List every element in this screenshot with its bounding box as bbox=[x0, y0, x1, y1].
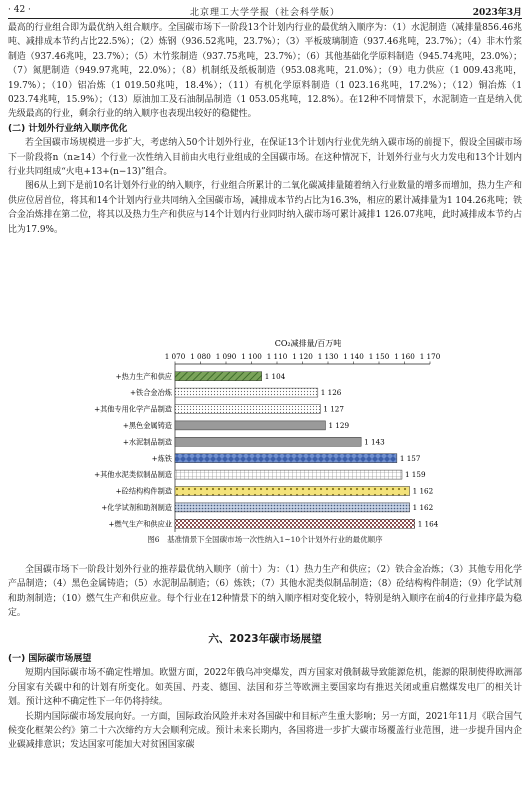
category-label: +化学试剂和助剂制造 bbox=[101, 503, 172, 512]
subsection-title-international: (一) 国际碳市场展望 bbox=[8, 654, 92, 664]
data-label: 1 159 bbox=[404, 470, 426, 480]
paragraph-short-term: 短期内国际碳市场不确定性增加。欧盟方面，2022年俄乌冲突爆发，西方国家对俄制裁导致能源危机，能源的限制使得欧洲部分国家有关碳中和的计划有所变化。如英国、丹麦、德国、法国和芬兰等欧洲主要国家均有推迟关闭或重启燃煤发电厂的相关计划。预计这种不确定性下一年仍将持续。 bbox=[8, 668, 522, 708]
page-number: · 42 · bbox=[8, 5, 31, 15]
category-label: +其他水泥类似制品制造 bbox=[94, 470, 172, 480]
x-tick-label: 1 110 bbox=[266, 352, 288, 361]
bar bbox=[175, 405, 320, 414]
data-label: 1 104 bbox=[264, 371, 286, 381]
category-label: +炼铁 bbox=[151, 453, 172, 463]
category-label: +水泥制品制造 bbox=[122, 437, 172, 447]
x-tick-label: 1 070 bbox=[164, 352, 186, 361]
x-tick-label: 1 120 bbox=[292, 352, 313, 361]
text-block-outlook bbox=[8, 652, 522, 753]
category-label: +燃气生产和供应业 bbox=[108, 519, 172, 529]
bar bbox=[175, 487, 410, 496]
data-label: 1 143 bbox=[364, 437, 385, 447]
x-tick-label: 1 090 bbox=[215, 352, 237, 361]
category-label: +热力生产和供应 bbox=[115, 371, 172, 381]
subsection-title-outside-plan: (二) 计划外行业纳入顺序优化 bbox=[8, 123, 128, 134]
x-tick-label: 1 150 bbox=[368, 352, 390, 361]
paragraph-recommended-order: 全国碳市场下一阶段计划外行业的推荐最优纳入顺序（前十）为：（1）热力生产和供应；（2）铁合金冶炼；（3）其他专用化学产品制造；（4）黑色金属铸造；（5）水泥制品制造；（6）炼铁；（7）其他水泥类似制品制造；（8）砼结构构件制造；（9）化学试剂和助剂制造；（10）燃气生产和供应业。每个行业在12种情景下的纳入顺序相对变化较小，特别是纳入顺序在前4的行业排序最为稳定。 bbox=[8, 565, 522, 619]
figure-caption: 图6 基准情景下全国碳市场一次性纳入1~10个计划外行业的最优顺序 bbox=[147, 535, 383, 544]
data-label: 1 126 bbox=[320, 388, 342, 398]
journal-title: 北京理工大学学报（社会科学版） bbox=[189, 8, 340, 18]
bar bbox=[175, 437, 361, 446]
data-label: 1 157 bbox=[399, 453, 421, 463]
bar bbox=[175, 470, 402, 479]
x-tick-label: 1 170 bbox=[419, 352, 441, 361]
data-label: 1 127 bbox=[323, 404, 344, 414]
issue-date: 2023年3月 bbox=[472, 8, 522, 18]
chart-title: CO₂减排量/百万吨 bbox=[274, 339, 342, 348]
x-tick-label: 1 160 bbox=[394, 352, 415, 361]
data-label: 1 162 bbox=[412, 486, 434, 496]
category-label: +砼结构构件制造 bbox=[115, 486, 172, 496]
text-block-bottom bbox=[8, 563, 522, 621]
data-label: 1 129 bbox=[328, 421, 350, 430]
bar bbox=[175, 388, 318, 397]
data-label: 1 164 bbox=[417, 519, 439, 529]
bar bbox=[175, 372, 262, 381]
x-tick-label: 1 100 bbox=[241, 352, 262, 361]
x-tick-label: 1 130 bbox=[317, 352, 339, 361]
x-tick-label: 1 080 bbox=[190, 352, 211, 361]
bar bbox=[175, 421, 325, 430]
bar bbox=[175, 454, 397, 463]
category-label: +其他专用化学产品制造 bbox=[94, 404, 172, 414]
data-label: 1 162 bbox=[412, 503, 434, 512]
category-label: +铁合金冶炼 bbox=[130, 388, 172, 398]
bar bbox=[175, 519, 415, 528]
paragraph-long-term: 长期内国际碳市场发展向好。一方面，国际政治风险并未对各国碳中和目标产生重大影响；另一方面，2021年11月《联合国气候变化框架公约》第二十六次缔约方大会顺利完成。预计未来长期内，各国将进一步扩大碳市场覆盖行业范围，进一步提升国内企业碳减排意识；发达国家可能加大对贫困国家碳 bbox=[8, 711, 522, 751]
category-label: +黑色金属铸造 bbox=[122, 421, 172, 430]
x-tick-label: 1 140 bbox=[343, 352, 364, 361]
paragraph-expansion: 若全国碳市场规模进一步扩大，考虑纳入50个计划外行业，在保证13个计划内行业优先纳入碳市场的前提下，假设全国碳市场下一阶段将n（n≥14）个行业一次性纳入目前由火电行业组成的全国碳市场。在这种情况下，计划外行业与火力发电和13个计划内行业共同组成“火电+13+(n−13)”组合。 bbox=[8, 138, 522, 178]
paragraph-optimal-order: 最高的行业组合即为最优纳入组合顺序。全国碳市场下一阶段13个计划内行业的最优纳入顺序为：（1）水泥制造（减排量856.46兆吨、减排成本节约占比22.5%）；（2）炼钢（936.52兆吨，23.7%）；（3）平板玻璃制造（937.46兆吨，23.7%）；（4）非木竹浆制造（937.46兆吨，23.7%）；（5）木竹浆制造（937.75兆吨，23.7%）；（6）其他基础化学原料制造（945.74兆吨，23.0%）；（7）氮肥制造（949.97兆吨，22.0%）；（8）机制纸及纸板制造（953.08兆吨，21.0%）；（9）电力供应（1 009.43兆吨，19.7%）；（10）铝冶炼（1 019.50兆吨，18.4%）；（11）有机化学原料制造（1 023.16兆吨，17.2%）；（12）铜冶炼（1 023.74兆吨，15.9%）；（13）原油加工及石油制品制造（1 053.05兆吨，12.8%）。在12种不同情景下，水泥制造一直是纳入优先级最高的行业，剩余行业的纳入顺序也表现出较好的稳健性。 bbox=[8, 23, 522, 120]
section-title-outlook: 六、2023年碳市场展望 bbox=[208, 633, 322, 645]
paragraph-figure-discussion: 图6从上到下是前10名计划外行业的纳入顺序，行业组合所累计的二氧化碳减排量随着纳入行业数量的增多而增加，热力生产和供应位居首位，将其和14个计划内行业共同纳入全国碳市场，减排成本节约占比为16.3%，相应的累计减排量为1 104.26兆吨；铁合金冶炼排在第二位，将其以及热力生产和供应与14个计划内行业同时纳入碳市场可累计减排1 126.07兆吨，此时减排成本节约占比为17.9%。 bbox=[8, 181, 522, 235]
bar bbox=[175, 503, 410, 512]
